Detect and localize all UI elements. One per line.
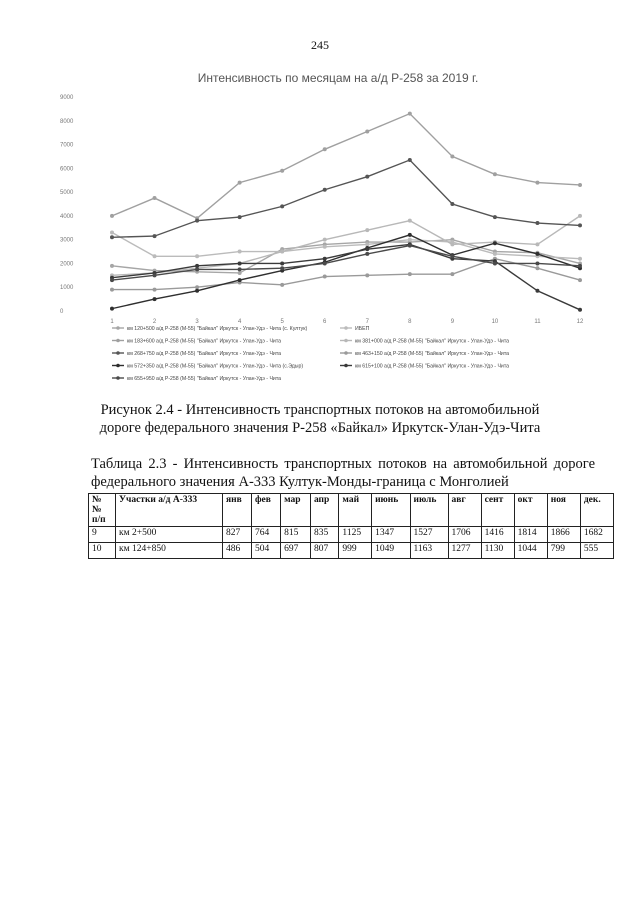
data-point (110, 235, 114, 239)
header-section: Участки а/д А-333 (116, 494, 223, 527)
data-point (195, 289, 199, 293)
data-point (535, 181, 539, 185)
legend-marker (116, 351, 120, 355)
x-tick-label: 11 (534, 319, 541, 325)
x-tick-label: 5 (280, 319, 284, 325)
y-tick-label: 4000 (60, 213, 74, 220)
cell-sep: 1416 (481, 527, 514, 543)
header-oct: окт (514, 494, 547, 527)
data-point (323, 238, 327, 242)
chart-title: Интенсивность по месяцам на а/д Р-258 за 2019 г. (197, 71, 479, 85)
x-tick-label: 3 (195, 319, 199, 325)
series-line (112, 114, 580, 219)
cell-feb: 504 (251, 543, 280, 559)
cell-oct: 1814 (514, 527, 547, 543)
cell-aug: 1706 (448, 527, 481, 543)
data-point (365, 129, 369, 133)
line-chart (60, 62, 600, 392)
header-jul: июль (410, 494, 448, 527)
legend-label: км 268+750 а/д Р-258 (М-55) "Байкал" Иркутск - Улан-Удэ - Чита (127, 351, 282, 357)
cell-nov: 1866 (547, 527, 580, 543)
data-point (238, 261, 242, 265)
x-tick-label: 2 (152, 319, 157, 325)
table-title: Таблица 2.3 - Интенсивность транспортных потоков на автомобильной дороге федерального значения А-333 Култук-Монды-граница с Монголией (91, 456, 595, 490)
cell-may: 999 (339, 543, 372, 559)
x-tick-label: 9 (450, 319, 455, 325)
data-point (195, 267, 199, 271)
cell-oct: 1044 (514, 543, 547, 559)
data-point (238, 215, 242, 219)
data-point (110, 307, 114, 311)
legend-label: км 120+500 а/д Р-258 (М-55) "Байкал" Иркутск - Улан-Удэ - Чита (с. Култук) (127, 326, 308, 332)
legend-marker (116, 326, 120, 330)
x-tick-label: 8 (408, 319, 412, 325)
data-point (450, 154, 454, 158)
cell-jan: 827 (223, 527, 252, 543)
data-point (323, 275, 327, 279)
data-point (153, 288, 157, 292)
header-sep: сент (481, 494, 514, 527)
legend-marker (344, 364, 348, 368)
data-point (365, 252, 369, 256)
legend-marker (116, 339, 120, 343)
header-num: № № п/п (89, 494, 116, 527)
legend-label: ИБЕП (355, 326, 370, 332)
data-point (408, 233, 412, 237)
cell-apr: 835 (310, 527, 338, 543)
data-point (280, 169, 284, 173)
data-point (110, 264, 114, 268)
data-point (535, 266, 539, 270)
header-jun: июнь (372, 494, 410, 527)
data-point (110, 278, 114, 282)
data-point (195, 264, 199, 268)
data-point (535, 242, 539, 246)
figure-caption (80, 401, 560, 437)
data-point (323, 147, 327, 151)
x-tick-label: 10 (491, 319, 499, 325)
y-tick-label: 8000 (60, 118, 74, 125)
header-mar: мар (281, 494, 311, 527)
legend-label: км 615+100 а/д Р-258 (М-55) "Байкал" Иркутск - Улан-Удэ - Чита (355, 363, 510, 370)
x-tick-label: 12 (576, 319, 584, 325)
y-tick-label: 7000 (60, 142, 74, 149)
data-point (450, 202, 454, 206)
y-tick-label: 6000 (60, 166, 74, 173)
data-point (280, 283, 284, 287)
legend-label: км 572+350 а/д Р-258 (М-55) "Байкал" Иркутск - Улан-Удэ - Чита (с.Эдыр) (127, 363, 304, 370)
data-point (110, 214, 114, 218)
data-point (323, 245, 327, 249)
header-nov: ноя (547, 494, 580, 527)
data-point (238, 278, 242, 282)
data-point (323, 257, 327, 261)
data-table (88, 493, 614, 559)
cell-num: 10 (89, 543, 116, 559)
data-point (450, 254, 454, 258)
legend-label: км 655+950 а/д Р-258 (М-55) "Байкал" Иркутск - Улан-Удэ - Чита (127, 376, 282, 382)
legend-label: км 183+600 а/д Р-258 (М-55) "Байкал" Иркутск - Улан-Удэ - Чита (127, 338, 282, 345)
header-dec: дек. (580, 494, 613, 527)
table-row (89, 527, 614, 543)
cell-sep: 1130 (481, 543, 514, 559)
data-point (408, 219, 412, 223)
data-point (238, 267, 242, 271)
cell-jun: 1049 (372, 543, 410, 559)
data-point (280, 261, 284, 265)
header-apr: апр (310, 494, 338, 527)
cell-mar: 815 (281, 527, 311, 543)
data-point (365, 228, 369, 232)
cell-section: км 2+500 (116, 527, 223, 543)
data-point (280, 250, 284, 254)
data-point (535, 252, 539, 256)
y-tick-label: 2000 (60, 261, 74, 268)
data-point (578, 183, 582, 187)
data-point (238, 181, 242, 185)
header-jan: янв (223, 494, 252, 527)
cell-apr: 807 (310, 543, 338, 559)
data-point (365, 273, 369, 277)
legend-label: км 463+150 а/д Р-258 (М-55) "Байкал" Иркутск - Улан-Удэ - Чита (355, 351, 510, 357)
series-layer (110, 112, 582, 312)
data-point (238, 250, 242, 254)
data-point (450, 242, 454, 246)
legend-label: км 381+000 а/д Р-258 (М-55) "Байкал" Иркутск - Улан-Удэ - Чита (355, 338, 510, 345)
cell-num: 9 (89, 527, 116, 543)
data-point (578, 264, 582, 268)
legend-marker (116, 364, 120, 368)
legend-marker (344, 339, 348, 343)
data-point (238, 271, 242, 275)
data-point (195, 219, 199, 223)
data-point (153, 196, 157, 200)
data-point (365, 175, 369, 179)
cell-jul: 1163 (410, 543, 448, 559)
data-point (578, 308, 582, 312)
data-point (493, 252, 497, 256)
data-point (578, 278, 582, 282)
data-point (195, 285, 199, 289)
series-line (112, 160, 580, 237)
data-point (408, 158, 412, 162)
cell-jun: 1347 (372, 527, 410, 543)
data-point (323, 261, 327, 265)
cell-dec: 555 (580, 543, 613, 559)
chart-canvas (60, 62, 600, 392)
cell-aug: 1277 (448, 543, 481, 559)
data-point (578, 214, 582, 218)
data-point (408, 238, 412, 242)
data-point (450, 272, 454, 276)
data-point (493, 215, 497, 219)
cell-jan: 486 (223, 543, 252, 559)
data-point (365, 247, 369, 251)
data-point (535, 289, 539, 293)
data-point (535, 261, 539, 265)
data-point (493, 261, 497, 265)
data-point (280, 204, 284, 208)
cell-may: 1125 (339, 527, 372, 543)
x-tick-label: 1 (110, 319, 114, 325)
legend-marker (344, 351, 348, 355)
cell-section: км 124+850 (116, 543, 223, 559)
y-tick-label: 1000 (60, 285, 74, 292)
legend (112, 325, 509, 382)
cell-feb: 764 (251, 527, 280, 543)
x-tick-label: 4 (237, 319, 242, 325)
data-point (408, 244, 412, 248)
x-tick-label: 6 (323, 319, 327, 325)
cell-jul: 1527 (410, 527, 448, 543)
cell-dec: 1682 (580, 527, 613, 543)
data-point (153, 254, 157, 258)
data-point (153, 234, 157, 238)
header-aug: авг (448, 494, 481, 527)
data-point (153, 273, 157, 277)
header-feb: фев (251, 494, 280, 527)
figure-caption-line-1: Рисунок 2.4 - Интенсивность транспортных потоков на автомобильной (100, 402, 540, 418)
data-point (110, 288, 114, 292)
data-point (493, 241, 497, 245)
legend-marker (116, 376, 120, 380)
data-point (408, 112, 412, 116)
data-point (408, 272, 412, 276)
data-point (195, 254, 199, 258)
table-row (89, 543, 614, 559)
data-point (578, 257, 582, 261)
data-point (153, 297, 157, 301)
y-tick-label: 5000 (60, 190, 74, 197)
data-point (323, 188, 327, 192)
page-number: 245 (311, 38, 329, 52)
data-point (535, 221, 539, 225)
y-axis (60, 95, 74, 315)
x-tick-label: 7 (365, 319, 369, 325)
data-point (280, 266, 284, 270)
data-point (493, 172, 497, 176)
table-header-row (89, 494, 614, 527)
figure-caption-line-2: дороге федерального значения Р-258 «Байкал» Иркутск-Улан-Удэ-Чита (99, 420, 541, 436)
x-axis (110, 319, 584, 325)
header-may: май (339, 494, 372, 527)
data-point (365, 242, 369, 246)
y-tick-label: 9000 (60, 95, 74, 101)
series-line (112, 246, 580, 280)
data-point (578, 223, 582, 227)
y-tick-label: 0 (60, 309, 64, 315)
y-tick-label: 3000 (60, 237, 74, 244)
legend-marker (344, 326, 348, 330)
data-point (110, 231, 114, 235)
cell-mar: 697 (281, 543, 311, 559)
cell-nov: 799 (547, 543, 580, 559)
